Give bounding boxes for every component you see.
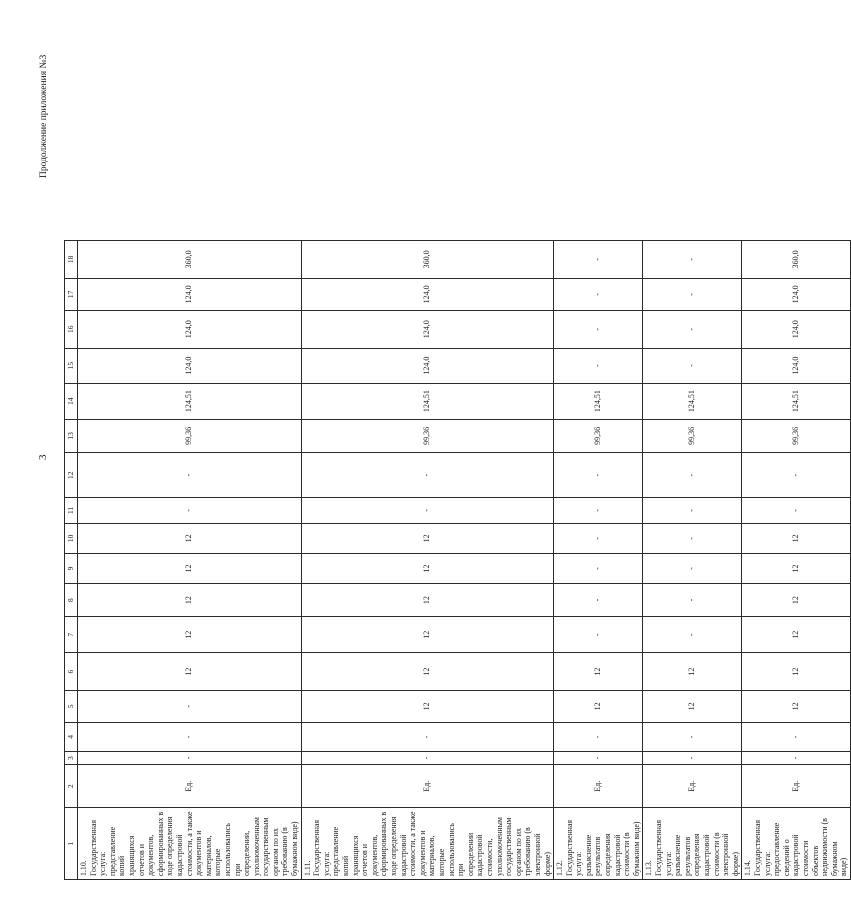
column-number: 17	[65, 278, 78, 310]
table-cell: 360,0	[742, 241, 851, 279]
table-cell: 99,36	[301, 419, 553, 453]
appendix-caption: Продолжение приложения №3	[39, 54, 49, 178]
table-cell: 12	[554, 653, 643, 691]
table-cell: -	[301, 722, 553, 751]
column-number: 18	[65, 241, 78, 279]
table-cell: 12	[742, 554, 851, 584]
table-cell: 12	[78, 523, 302, 554]
table-cell: 124,0	[301, 310, 553, 348]
table-cell: 124,0	[78, 278, 302, 310]
table-cell: -	[643, 278, 742, 310]
column-number: 5	[65, 690, 78, 722]
table-cell: -	[742, 453, 851, 498]
table-cell: 99,36	[643, 419, 742, 453]
service-name: 1.11. Государственная услуга: представление копий хранящихся отчетов и документов, сформированных в ходе определения кадастровой стоимости, а также документов и материалов, которые использовались при определении кадастровой стоимости, уполномоченным государственным органом по их требованию (в электронной форме)	[301, 808, 553, 880]
table-cell: 124,0	[742, 310, 851, 348]
table-cell: -	[643, 752, 742, 765]
page-number: 3	[37, 454, 49, 460]
table-cell: 124,51	[554, 383, 643, 419]
column-number: 14	[65, 383, 78, 419]
table-cell: 99,36	[554, 419, 643, 453]
table-cell: Ед.	[742, 765, 851, 808]
column-number: 10	[65, 523, 78, 554]
table-cell: -	[643, 554, 742, 584]
table-cell: 360,0	[301, 241, 553, 279]
table-cell: 124,51	[643, 383, 742, 419]
table-cell: 99,36	[78, 419, 302, 453]
table-cell: 124,51	[742, 383, 851, 419]
column-number: 16	[65, 310, 78, 348]
table-cell: 12	[78, 617, 302, 653]
table-cell: 12	[742, 653, 851, 691]
table-cell: -	[78, 752, 302, 765]
table-cell: Ед.	[78, 765, 302, 808]
table-cell: -	[643, 453, 742, 498]
table-cell: -	[554, 241, 643, 279]
table-cell: -	[301, 752, 553, 765]
table-cell: 12	[643, 653, 742, 691]
table-cell: -	[643, 310, 742, 348]
column-number: 11	[65, 498, 78, 523]
table-cell: -	[554, 554, 643, 584]
table-cell: -	[554, 453, 643, 498]
column-number: 13	[65, 419, 78, 453]
table-cell: 12	[301, 653, 553, 691]
table-cell: 12	[301, 583, 553, 616]
table-cell: 360,0	[78, 241, 302, 279]
table-row	[301, 241, 553, 880]
table-cell: -	[554, 310, 643, 348]
table-cell: -	[301, 498, 553, 523]
column-number: 2	[65, 765, 78, 808]
table-cell: -	[554, 752, 643, 765]
table-row	[742, 241, 851, 880]
table-cell: -	[554, 722, 643, 751]
table-cell: -	[78, 722, 302, 751]
table-cell: -	[554, 617, 643, 653]
table-cell: 12	[78, 653, 302, 691]
table-cell: -	[301, 453, 553, 498]
table-cell: 124,0	[742, 278, 851, 310]
table-cell: 12	[742, 583, 851, 616]
table-cell: 12	[742, 523, 851, 554]
column-number: 6	[65, 653, 78, 691]
column-number: 3	[65, 752, 78, 765]
service-name: 1.10. Государственная услуга: представление копий хранящихся отчетов и документов, сформированных в ходе определения кадастровой стоимости, а также документов и материалов, которые использовались при определении, уполномоченным государственным органом по их требованию (в бумажном виде)	[78, 808, 302, 880]
table-cell: Ед.	[643, 765, 742, 808]
column-number: 7	[65, 617, 78, 653]
table-cell: 12	[742, 617, 851, 653]
table-cell: -	[78, 690, 302, 722]
table-cell: -	[742, 752, 851, 765]
table-cell: 12	[742, 690, 851, 722]
service-name: 1.14. Государственная услуга: предоставление сведений о кадастровой стоимости объектов недвижимости (в бумажном виде)	[742, 808, 851, 880]
table-cell: 124,51	[78, 383, 302, 419]
column-number-row	[65, 241, 78, 880]
table-cell: -	[554, 498, 643, 523]
table-cell: 124,0	[78, 310, 302, 348]
table-cell: 12	[78, 554, 302, 584]
column-number: 15	[65, 348, 78, 383]
column-number: 8	[65, 583, 78, 616]
table-cell: -	[78, 453, 302, 498]
table-cell: -	[643, 617, 742, 653]
table-cell: 12	[643, 690, 742, 722]
table-cell: 12	[301, 690, 553, 722]
table-cell: 124,0	[301, 278, 553, 310]
table-row	[554, 241, 643, 880]
table-cell: 12	[301, 554, 553, 584]
table-cell: Ед.	[301, 765, 553, 808]
tariff-table	[64, 240, 851, 880]
column-number: 1	[65, 808, 78, 880]
column-number: 12	[65, 453, 78, 498]
table-cell: -	[78, 498, 302, 523]
table-cell: 124,51	[301, 383, 553, 419]
table-cell: -	[554, 523, 643, 554]
table-cell: 12	[301, 617, 553, 653]
table-cell: -	[643, 241, 742, 279]
table-cell: -	[554, 278, 643, 310]
table-row	[78, 241, 302, 880]
table-cell: -	[742, 722, 851, 751]
table-cell: 12	[78, 583, 302, 616]
table-cell: -	[554, 583, 643, 616]
table-cell: -	[643, 498, 742, 523]
table-cell: -	[554, 348, 643, 383]
table-row	[643, 241, 742, 880]
table-cell: -	[643, 722, 742, 751]
table-cell: 99,36	[742, 419, 851, 453]
table-cell: -	[643, 583, 742, 616]
table-cell: Ед.	[554, 765, 643, 808]
table-cell: 12	[554, 690, 643, 722]
service-name: 1.13. Государственная услуга: разъяснение результатов определения кадастровой стоимости (в электронной форме)	[643, 808, 742, 880]
table-cell: 12	[301, 523, 553, 554]
table-cell: 124,0	[301, 348, 553, 383]
table-cell: 124,0	[78, 348, 302, 383]
column-number: 4	[65, 722, 78, 751]
service-name: 1.12. Государственная услуга: разъяснение результатов определения кадастровой стоимости (в бумажном виде)	[554, 808, 643, 880]
column-number: 9	[65, 554, 78, 584]
table-cell: -	[643, 348, 742, 383]
table-cell: 124,0	[742, 348, 851, 383]
table-cell: -	[742, 498, 851, 523]
table-cell: -	[643, 523, 742, 554]
